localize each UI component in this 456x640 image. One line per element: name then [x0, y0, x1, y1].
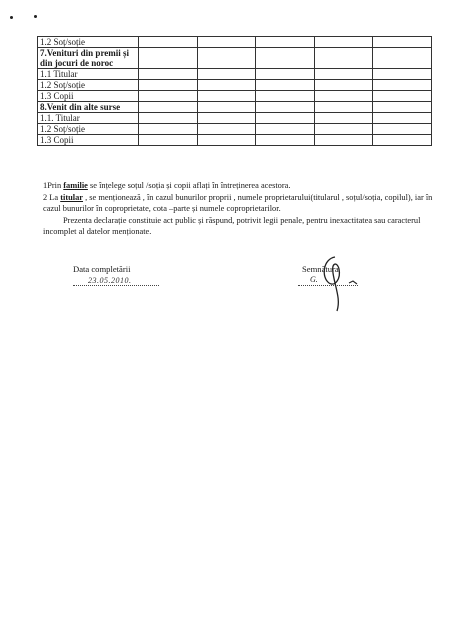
scan-dot — [34, 15, 37, 18]
handwritten-signature-icon — [315, 253, 365, 315]
empty-cell — [139, 69, 198, 80]
date-label: Data completării — [73, 264, 131, 274]
table-row — [38, 69, 432, 80]
empty-cell — [314, 48, 373, 69]
empty-cell — [256, 69, 315, 80]
empty-cell — [139, 102, 198, 113]
empty-cell — [373, 69, 432, 80]
empty-cell — [139, 124, 198, 135]
empty-cell — [373, 91, 432, 102]
signature-value: G. — [310, 275, 318, 284]
empty-cell — [197, 91, 256, 102]
declaration-statement: Prezenta declarație constituie act public și răspund, potrivit legii penale, pentru inexactitatea sau caracterul incomplet al datelor menționate. — [43, 215, 421, 236]
row-label: 1.2 Soț/soție — [38, 124, 139, 135]
footnote-titular: 2 La titular , se menționează , în cazul bunurilor proprii , numele proprietarului(titularul , soțul/soția, copilul), iar în cazul bunurilor în coproprietate, cota –parte și numele coproprietarilor. — [43, 192, 433, 213]
row-label: 1.3 Copii — [38, 135, 139, 146]
empty-cell — [373, 135, 432, 146]
row-label: 1.3 Copii — [38, 91, 139, 102]
row-label: 1.2 Soț/soție — [38, 37, 139, 48]
empty-cell — [314, 91, 373, 102]
empty-cell — [373, 80, 432, 91]
row-label: 1.2 Soț/soție — [38, 80, 139, 91]
row-label: 1.1. Titular — [38, 113, 139, 124]
empty-cell — [256, 91, 315, 102]
empty-cell — [197, 37, 256, 48]
income-table — [37, 36, 432, 146]
row-label: 1.1 Titular — [38, 69, 139, 80]
empty-cell — [314, 37, 373, 48]
empty-cell — [373, 37, 432, 48]
row-label: 7.Venituri din premii și din jocuri de noroc — [38, 48, 139, 69]
table-row — [38, 80, 432, 91]
empty-cell — [256, 80, 315, 91]
empty-cell — [256, 124, 315, 135]
table-row — [38, 37, 432, 48]
empty-cell — [139, 80, 198, 91]
empty-cell — [139, 113, 198, 124]
empty-cell — [314, 124, 373, 135]
empty-cell — [139, 135, 198, 146]
table-row — [38, 91, 432, 102]
empty-cell — [314, 113, 373, 124]
empty-cell — [197, 124, 256, 135]
empty-cell — [256, 113, 315, 124]
empty-cell — [256, 37, 315, 48]
empty-cell — [314, 102, 373, 113]
table-row — [38, 113, 432, 124]
empty-cell — [197, 48, 256, 69]
empty-cell — [256, 48, 315, 69]
signature-label: Semnătura — [302, 264, 339, 274]
empty-cell — [314, 80, 373, 91]
empty-cell — [197, 69, 256, 80]
empty-cell — [373, 113, 432, 124]
empty-cell — [373, 48, 432, 69]
empty-cell — [139, 91, 198, 102]
table-row — [38, 48, 432, 69]
empty-cell — [373, 102, 432, 113]
empty-cell — [139, 48, 198, 69]
empty-cell — [256, 135, 315, 146]
empty-cell — [197, 102, 256, 113]
footnote-family: 1Prin familie se înțelege soțul /soția și copii aflați în întreținerea acestora. — [43, 181, 291, 190]
table-row — [38, 124, 432, 135]
empty-cell — [139, 37, 198, 48]
row-label: 8.Venit din alte surse — [38, 102, 139, 113]
empty-cell — [314, 135, 373, 146]
empty-cell — [256, 102, 315, 113]
table-row — [38, 102, 432, 113]
empty-cell — [197, 113, 256, 124]
empty-cell — [197, 135, 256, 146]
date-value: 23.05.2010. — [88, 276, 132, 285]
empty-cell — [373, 124, 432, 135]
empty-cell — [197, 80, 256, 91]
empty-cell — [314, 69, 373, 80]
table-row — [38, 135, 432, 146]
footnotes — [43, 180, 438, 238]
scan-dot — [10, 16, 13, 19]
date-dotted-line — [73, 285, 159, 286]
